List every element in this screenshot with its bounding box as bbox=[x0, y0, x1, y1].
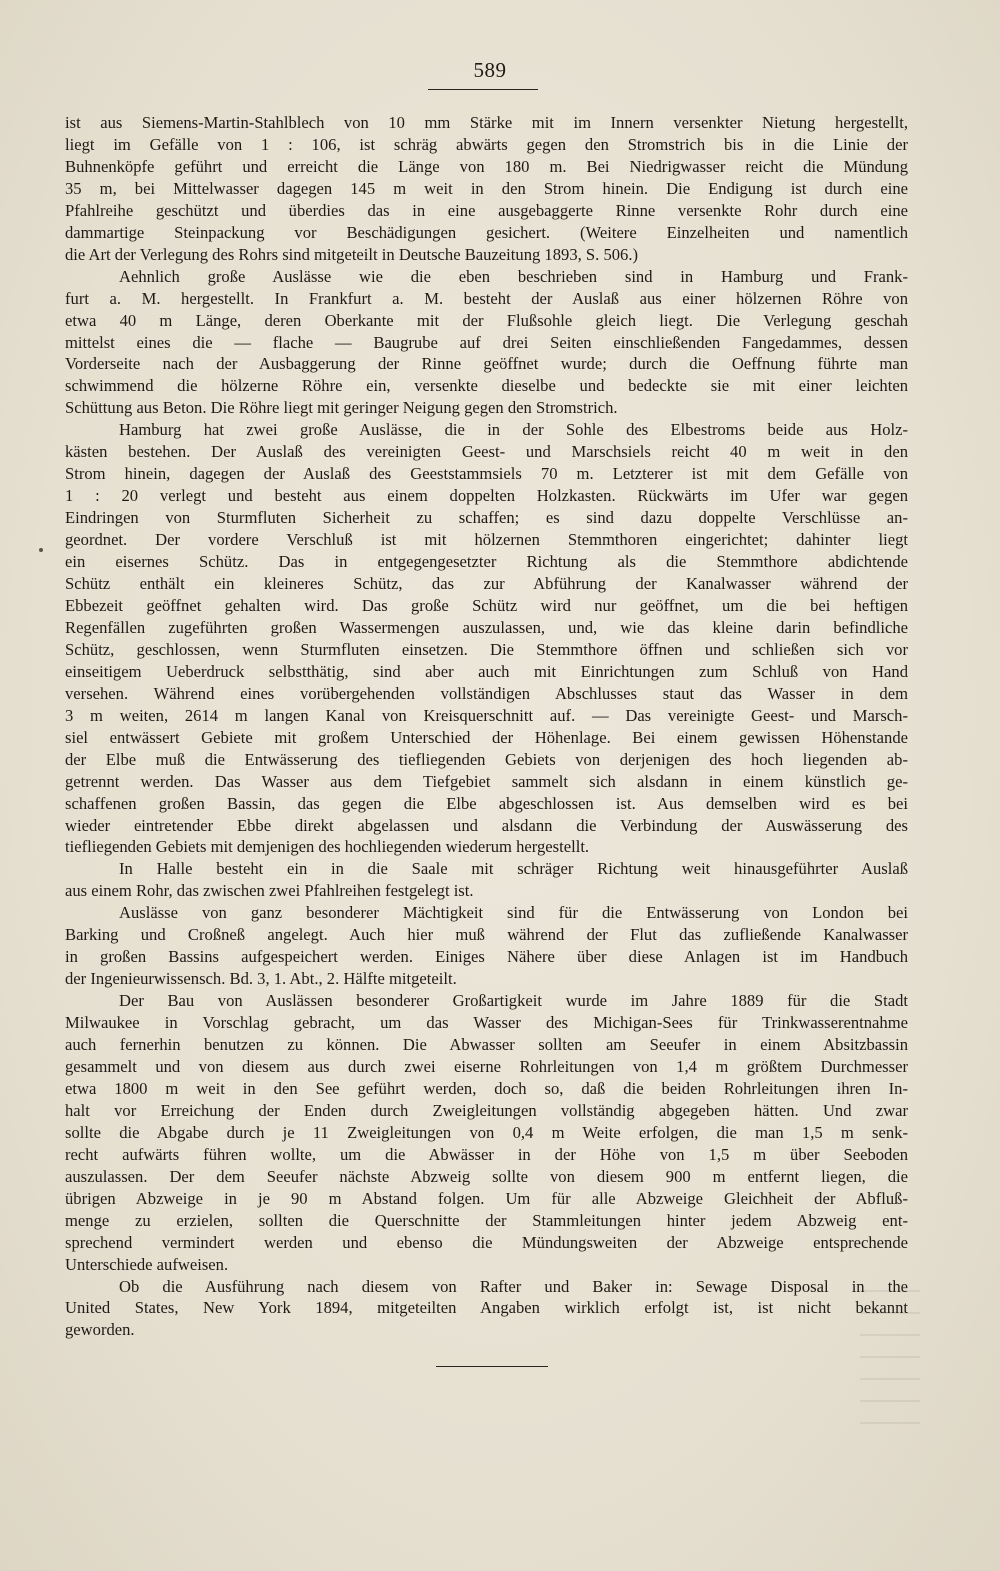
text-line: halt vor Erreichung der Enden durch Zweigleitungen vollständig abgegeben hätten. Und zwar bbox=[65, 1100, 908, 1120]
text-line: auszulassen. Der dem Seeufer nächste Abzweig sollte von diesem 900 m entfernt liegen, die bbox=[65, 1166, 908, 1186]
text-line: Schütz enthält ein kleineres Schütz, das zur Abführung der Kanalwasser während der bbox=[65, 574, 908, 594]
page-number: 589 bbox=[473, 58, 507, 82]
text-line: 35 m, bei Mittelwasser dagegen 145 m weit in den Strom hinein. Die Endigung ist durch eine bbox=[65, 178, 908, 198]
text-line: sprechend vermindert werden und ebenso die Mündungsweiten der Abzweige entsprechende bbox=[65, 1232, 908, 1252]
text-line: In Halle besteht ein in die Saale mit schräger Richtung weit hinausgeführter Auslaß bbox=[119, 859, 908, 879]
text-line: Buhnenköpfe geführt und erreicht die Länge von 180 m. Bei Niedrigwasser reicht die Mündung bbox=[65, 156, 908, 176]
text-line: Aehnlich große Auslässe wie die eben beschrieben sind in Hamburg und Frank- bbox=[119, 266, 908, 286]
text-line: Regenfällen zugeführten großen Wassermengen auszulassen, und, wie das kleine darin befindliche bbox=[65, 617, 908, 637]
text-line: ein eisernes Schütz. Das in entgegengesetzter Richtung als die Stemmthore abdichtende bbox=[65, 552, 908, 572]
print-speck bbox=[39, 548, 43, 552]
text-line: versehen. Während eines vorübergehenden vollständigen Abschlusses staut das Wasser in dem bbox=[65, 683, 908, 703]
text-line: der Elbe muß die Entwässerung des tiefliegenden Gebiets von derjenigen des hoch liegenden ab- bbox=[65, 749, 908, 769]
text-line: die Art der Verlegung des Rohrs sind mitgeteilt in Deutsche Bauzeitung 1893, S. 506.) bbox=[65, 244, 639, 264]
text-line: Der Bau von Auslässen besonderer Großartigkeit wurde im Jahre 1889 für die Stadt bbox=[119, 991, 908, 1011]
text-line: geordnet. Der vordere Verschluß ist mit hölzernen Stemmthoren eingerichtet; dahinter liegt bbox=[65, 530, 908, 550]
text-line: übrigen Abzweige in je 90 m Abstand folgen. Um für alle Abzweige Gleichheit der Abfluß- bbox=[65, 1188, 908, 1208]
text-line: Hamburg hat zwei große Auslässe, die in der Sohle des Elbestroms beide aus Holz- bbox=[119, 420, 908, 440]
show-through-bleed bbox=[860, 1290, 920, 1430]
text-line: wieder eintretender Ebbe direkt abgelassen und alsdann die Verbindung der Auswässerung des bbox=[65, 815, 908, 835]
text-line: menge zu erzielen, sollten die Querschnitte der Stammleitungen hinter jedem Abzweig ent- bbox=[65, 1210, 908, 1230]
text-line: liegt im Gefälle von 1 : 106, ist schräg abwärts gegen den Stromstrich bis in die Linie der bbox=[65, 134, 908, 154]
text-line: Strom hinein, dagegen der Auslaß des Geeststammsiels 70 m. Letzterer ist mit dem Gefälle von bbox=[65, 464, 908, 484]
text-line: mittelst eines die — flache — Baugrube auf drei Seiten einschließenden Fangedammes, dessen bbox=[65, 332, 908, 352]
text-line: getrennt werden. Das Wasser aus dem Tiefgebiet sammelt sich alsdann in einem künstlich ge- bbox=[65, 771, 908, 791]
text-line: siel entwässert Gebiete mit großem Unterschied der Höhenlage. Bei einem gewissen Höhenstande bbox=[65, 727, 908, 747]
text-line: Schütz, geschlossen, wenn Sturmfluten einsetzen. Die Stemmthore öffnen und schließen sich vor bbox=[65, 639, 908, 659]
text-line: etwa 1800 m weit in den See geführt werden, doch so, daß die beiden Rohrleitungen ihren In- bbox=[65, 1078, 908, 1098]
text-line: der Ingenieurwissensch. Bd. 3, 1. Abt., 2. Hälfte mitgeteilt. bbox=[65, 969, 457, 989]
text-line: dammartige Steinpackung vor Beschädigungen gesichert. (Weitere Einzelheiten und namentlich bbox=[65, 222, 908, 242]
text-line: recht aufwärts führen wollte, um die Abwässer in der Höhe von 1,5 m über Seeboden bbox=[65, 1144, 908, 1164]
text-line: sollte die Abgabe durch je 11 Zweigleitungen von 0,4 m Weite erfolgen, die man 1,5 m senk- bbox=[65, 1122, 908, 1142]
text-line: in großen Bassins aufgespeichert werden. Einiges Nähere über diese Anlagen ist im Handbuch bbox=[65, 947, 908, 967]
text-line: Barking und Croßneß angelegt. Auch hier muß während der Flut das zufließende Kanalwasser bbox=[65, 925, 908, 945]
text-line: schwimmend die hölzerne Röhre ein, versenkte dieselbe und bedeckte sie mit einer leichten bbox=[65, 376, 908, 396]
text-line: Pfahlreihe geschützt und überdies das in eine ausgebaggerte Rinne versenkte Rohr durch eine bbox=[65, 200, 908, 220]
text-line: Eindringen von Sturmfluten Sicherheit zu schaffen; es sind dazu doppelte Verschlüsse an- bbox=[65, 508, 908, 528]
text-line: einseitigem Ueberdruck selbstthätig, sind aber auch mit Einrichtungen zum Schluß von Hand bbox=[65, 661, 908, 681]
text-line: Ebbezeit geöffnet gehalten wird. Das große Schütz wird nur geöffnet, um die bei heftigen bbox=[65, 595, 908, 615]
text-line: Vorderseite nach der Ausbaggerung der Rinne geöffnet wurde; durch die Oeffnung führte man bbox=[65, 354, 908, 374]
text-line: ist aus Siemens-Martin-Stahlblech von 10 mm Stärke mit im Innern versenkter Nietung hergestellt, bbox=[65, 113, 908, 132]
text-line: United States, New York 1894, mitgeteilten Angaben wirklich erfolgt ist, ist nicht bekannt bbox=[65, 1298, 908, 1318]
body-text bbox=[65, 112, 908, 1341]
text-line: furt a. M. hergestellt. In Frankfurt a. M. besteht der Auslaß aus einer hölzernen Röhre von bbox=[65, 288, 908, 308]
text-line: 3 m weiten, 2614 m langen Kanal von Kreisquerschnitt auf. — Das vereinigte Geest- und Marsch- bbox=[65, 705, 908, 725]
text-line: Auslässe von ganz besonderer Mächtigkeit sind für die Entwässerung von London bei bbox=[119, 903, 908, 923]
text-line: Ob die Ausführung nach diesem von Rafter und Baker in: Sewage Disposal in the bbox=[119, 1276, 908, 1296]
text-line: auch fernerhin benutzen zu können. Die Abwasser sollten am Seeufer in einem Absitzbassin bbox=[65, 1035, 908, 1055]
text-line: schaffenen großen Bassin, das gegen die Elbe abgeschlossen ist. Aus demselben wird es bei bbox=[65, 793, 908, 813]
footer-rule bbox=[436, 1366, 548, 1367]
text-line: aus einem Rohr, das zwischen zwei Pfahlreihen festgelegt ist. bbox=[65, 881, 474, 901]
text-line: 1 : 20 verlegt und besteht aus einem doppelten Holzkasten. Rückwärts im Ufer war gegen bbox=[65, 486, 908, 506]
text-line: etwa 40 m Länge, deren Oberkante mit der Flußsohle gleich liegt. Die Verlegung geschah bbox=[65, 310, 908, 330]
text-line: geworden. bbox=[65, 1320, 135, 1340]
text-line: tiefliegenden Gebiets mit demjenigen des hochliegenden wiederum hergestellt. bbox=[65, 837, 590, 857]
text-line: gesammelt und von diesem aus durch zwei eiserne Rohrleitungen von 1,4 m größtem Durchmesser bbox=[65, 1056, 908, 1076]
text-line: Milwaukee in Vorschlag gebracht, um das Wasser des Michigan-Sees für Trinkwasserentnahme bbox=[65, 1013, 908, 1033]
header-rule bbox=[428, 89, 538, 90]
text-line: Unterschiede aufweisen. bbox=[65, 1254, 229, 1274]
text-line: kästen bestehen. Der Auslaß des vereinigten Geest- und Marschsiels reicht 40 m weit in den bbox=[65, 442, 908, 462]
text-line: Schüttung aus Beton. Die Röhre liegt mit geringer Neigung gegen den Stromstrich. bbox=[65, 398, 618, 418]
